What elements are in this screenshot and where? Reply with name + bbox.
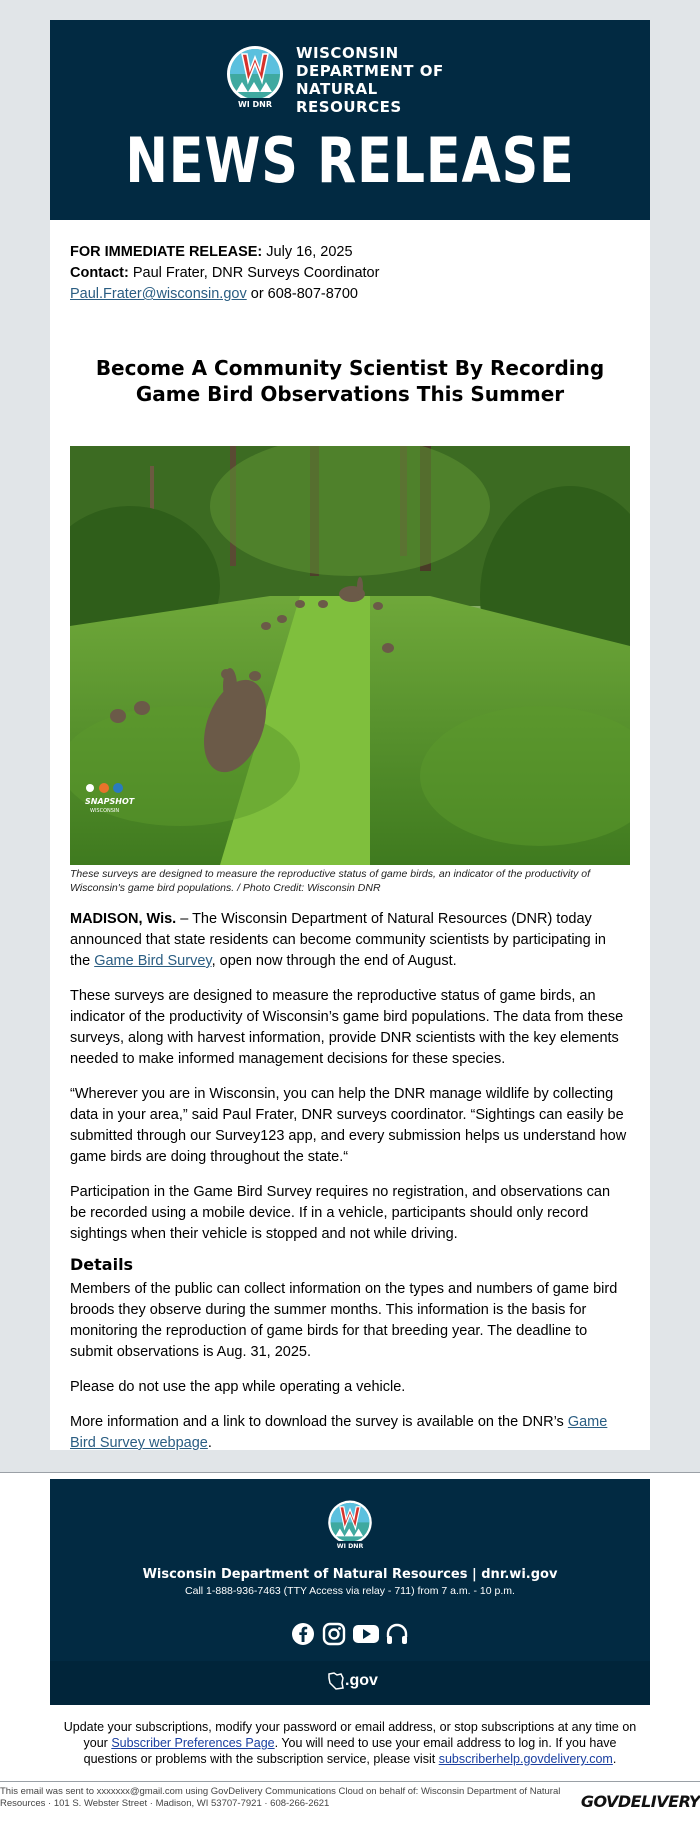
logo-text: WI DNR (237, 100, 273, 109)
dnr-logo-icon (226, 44, 284, 116)
footer-dnr-logo-icon (326, 1499, 374, 1555)
details-heading: Details (70, 1255, 134, 1274)
game-bird-survey-link[interactable]: Game Bird Survey (94, 953, 212, 969)
footer-logo-text: WI DNR (336, 1543, 364, 1550)
contact-label: Contact: (70, 265, 129, 281)
contact-email-link[interactable]: Paul.Frater@wisconsin.gov (70, 286, 247, 302)
org-line-1: WISCONSIN (296, 44, 399, 62)
subs-text-b: . You will need to use your email address to log in. If you have questions or problems with the subscription service, please visit (83, 1736, 617, 1766)
paragraph-3: “Wherever you are in Wisconsin, you can help the DNR manage wildlife by collecting data in your area,” said Paul Frater, DNR surveys coordinator. “Sightings can easily be submitted through our Survey123 app, and every submission helps us understand how game birds are doing throughout the state.“ (70, 1086, 627, 1165)
content-area (50, 220, 650, 1450)
header-logo-row (226, 44, 466, 116)
instagram-icon[interactable] (321, 1621, 347, 1647)
subs-text-a: Update your subscriptions, modify your password or email address, or stop subscriptions at any time on your (63, 1720, 637, 1750)
headline: Become A Community Scientist By Recording Game Bird Observations This Summer (95, 356, 605, 406)
footer-phone: Call 1-888-936-7463 (TTY Access via relay - 711) from 7 a.m. - 10 p.m. (185, 1585, 515, 1597)
snapshot-text: SNAPSHOT (85, 797, 135, 806)
paragraph-2: These surveys are designed to measure the reproductive status of game birds, an indicator of the productivity of Wisconsin’s game bird populations. The data from these surveys, along with harvest information, provide DNR scientists with the key elements needed to make informed management decisions for these species. (70, 988, 624, 1067)
survey-webpage-link[interactable]: Game Bird Survey webpage (70, 1414, 608, 1450)
org-line-3: NATURAL RESOURCES (296, 80, 402, 116)
news-release-card (50, 20, 650, 1450)
paragraph-6: Please do not use the app while operating a vehicle. (70, 1379, 406, 1395)
contact-phone: or 608-807-8700 (250, 286, 358, 302)
p7-text-b: . (207, 1435, 212, 1450)
dateline: MADISON, Wis. (70, 911, 177, 927)
release-date: July 16, 2025 (266, 244, 353, 260)
p1-text-a: – The Wisconsin Department of Natural Resources (DNR) today announced that state residents can become community scientists by participating in the (70, 911, 606, 969)
paragraph-5: Members of the public can collect information on the types and numbers of game bird broods they observe during the summer months. This information is the basis for monitoring the reproduction of game birds for that breeding year. The deadline to submit observations is Aug. 31, 2025. (70, 1281, 618, 1360)
p7-text-a: More information and a link to download the survey is available on the DNR’s (70, 1414, 568, 1430)
contact-info-line (70, 284, 630, 305)
gov-text: .gov (345, 1672, 378, 1689)
govdelivery-text: GOVDELIVERY (580, 1792, 700, 1811)
bottom-row (0, 1782, 700, 1822)
paragraph-4: Participation in the Game Bird Survey requires no registration, and observations can be recorded using a mobile device. If in a vehicle, participants should only record sightings when their vehicle is stopped and not while driving. (70, 1184, 611, 1242)
release-date-line (70, 242, 630, 263)
org-line-2: DEPARTMENT OF (296, 62, 444, 80)
paragraph-7 (70, 1412, 630, 1450)
podcast-headphones-icon[interactable] (384, 1621, 410, 1647)
p1-text-b: , open now through the end of August. (211, 953, 457, 969)
header-banner (50, 20, 650, 220)
facebook-icon[interactable] (290, 1621, 316, 1647)
wisconsin-state-icon (327, 1671, 345, 1691)
govdelivery-logo[interactable] (581, 1792, 700, 1811)
contact-line (70, 263, 630, 284)
subscriber-help-link[interactable]: subscriberhelp.govdelivery.com (438, 1752, 613, 1766)
paragraph-1 (70, 909, 630, 972)
youtube-icon[interactable] (353, 1621, 379, 1647)
news-release-title: NEWS RELEASE (125, 124, 575, 197)
photo-caption: These surveys are designed to measure the reproductive status of game birds, an indicator of the productivity of Wisconsin's game bird populations. / Photo Credit: Wisconsin DNR (70, 868, 591, 894)
turkey-photo (70, 446, 630, 865)
footer-banner (50, 1479, 650, 1705)
sent-to-notice: This email was sent to xxxxxxx@gmail.com using GovDelivery Communications Cloud on behalf of: Wisconsin Department of Natural Resources · 101 S. Webster Street · Madison, WI 53707-7921 · 608-266-2621 (0, 1786, 561, 1809)
subs-text-c: . (612, 1752, 617, 1766)
section-divider (0, 1472, 700, 1473)
subscriber-preferences-link[interactable]: Subscriber Preferences Page (111, 1736, 275, 1750)
wi-gov-strip (50, 1661, 650, 1705)
footer-org-name: Wisconsin Department of Natural Resources | dnr.wi.gov (142, 1567, 558, 1582)
snapshot-sub: WISCONSIN (90, 808, 120, 814)
subscription-notice (50, 1719, 650, 1767)
release-meta (70, 220, 630, 305)
org-name (296, 44, 466, 116)
wi-gov-mark[interactable] (327, 1671, 378, 1691)
contact-name: Paul Frater, DNR Surveys Coordinator (132, 265, 380, 281)
social-links (290, 1621, 410, 1647)
release-label: FOR IMMEDIATE RELEASE: (70, 244, 263, 260)
